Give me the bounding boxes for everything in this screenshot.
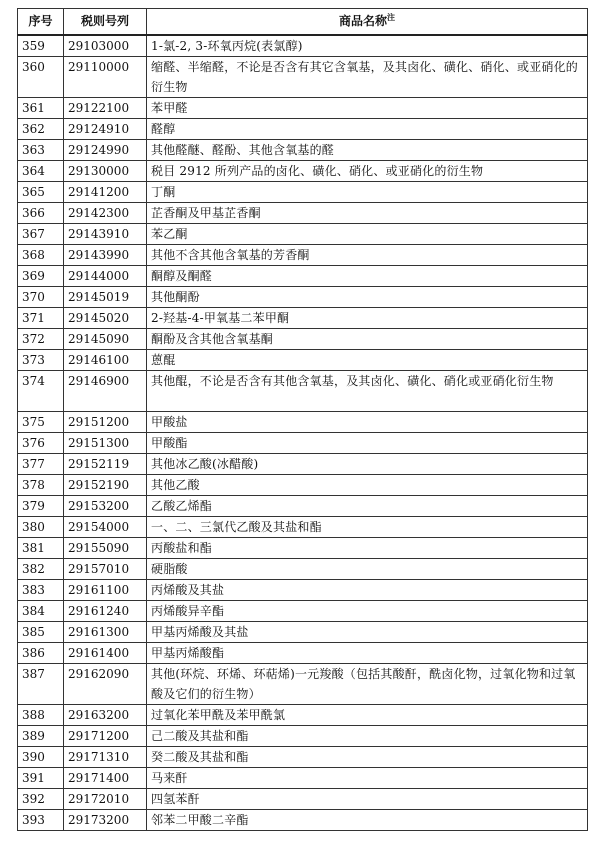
name-cell: 甲酸酯 [147,433,588,454]
seq-cell: 371 [18,308,64,329]
name-cell: 甲基丙烯酸及其盐 [147,622,588,643]
table-row [18,747,588,768]
name-cell: 蒽醌 [147,350,588,371]
header-name-note: 注 [387,13,395,22]
table-row [18,57,588,98]
code-cell: 29143990 [64,245,147,266]
seq-cell: 381 [18,538,64,559]
seq-cell: 392 [18,789,64,810]
seq-cell: 386 [18,643,64,664]
table-body [18,35,588,831]
code-cell: 29122100 [64,98,147,119]
header-name [147,9,588,36]
table-row [18,643,588,664]
name-cell: 缩醛、半缩醛，不论是否含有其它含氧基，及其卤化、磺化、硝化、或亚硝化的衍生物 [147,57,588,98]
table-row [18,433,588,454]
name-cell: 癸二酸及其盐和酯 [147,747,588,768]
name-cell: 酮醇及酮醛 [147,266,588,287]
name-cell: 四氢苯酐 [147,789,588,810]
code-cell: 29171310 [64,747,147,768]
table-row [18,705,588,726]
seq-cell: 393 [18,810,64,831]
table-row [18,245,588,266]
name-cell: 苯乙酮 [147,224,588,245]
table-row [18,475,588,496]
code-cell: 29161240 [64,601,147,622]
name-cell: 邻苯二甲酸二辛酯 [147,810,588,831]
name-cell: 丙酸盐和酯 [147,538,588,559]
table-row [18,98,588,119]
name-cell: 醛醇 [147,119,588,140]
code-cell: 29130000 [64,161,147,182]
tariff-table-container [17,8,587,831]
code-cell: 29146900 [64,371,147,412]
seq-cell: 375 [18,412,64,433]
seq-cell: 391 [18,768,64,789]
seq-cell: 376 [18,433,64,454]
table-row [18,496,588,517]
header-code: 税则号列 [64,9,147,36]
code-cell: 29155090 [64,538,147,559]
name-cell: 丙烯酸及其盐 [147,580,588,601]
table-row [18,538,588,559]
table-row [18,308,588,329]
code-cell: 29124990 [64,140,147,161]
name-cell: 税目 2912 所列产品的卤化、磺化、硝化、或亚硝化的衍生物 [147,161,588,182]
table-row [18,329,588,350]
table-row [18,810,588,831]
table-row [18,203,588,224]
name-cell: 酮酚及含其他含氧基酮 [147,329,588,350]
code-cell: 29146100 [64,350,147,371]
seq-cell: 390 [18,747,64,768]
seq-cell: 360 [18,57,64,98]
table-row [18,789,588,810]
table-row [18,622,588,643]
code-cell: 29162090 [64,664,147,705]
code-cell: 29163200 [64,705,147,726]
table-row [18,412,588,433]
seq-cell: 361 [18,98,64,119]
seq-cell: 380 [18,517,64,538]
code-cell: 29142300 [64,203,147,224]
code-cell: 29145020 [64,308,147,329]
seq-cell: 383 [18,580,64,601]
name-cell: 苯甲醛 [147,98,588,119]
code-cell: 29154000 [64,517,147,538]
seq-cell: 362 [18,119,64,140]
code-cell: 29141200 [64,182,147,203]
table-row [18,140,588,161]
code-cell: 29173200 [64,810,147,831]
table-row [18,35,588,57]
name-cell: 2-羟基-4-甲氧基二苯甲酮 [147,308,588,329]
name-cell: 其他醛醚、醛酚、其他含氧基的醛 [147,140,588,161]
table-row [18,559,588,580]
code-cell: 29171400 [64,768,147,789]
name-cell: 其他冰乙酸(冰醋酸) [147,454,588,475]
seq-cell: 387 [18,664,64,705]
seq-cell: 385 [18,622,64,643]
table-row [18,454,588,475]
seq-cell: 370 [18,287,64,308]
name-cell: 硬脂酸 [147,559,588,580]
code-cell: 29153200 [64,496,147,517]
code-cell: 29103000 [64,35,147,57]
table-row [18,726,588,747]
name-cell: 其他乙酸 [147,475,588,496]
code-cell: 29145019 [64,287,147,308]
seq-cell: 377 [18,454,64,475]
table-row [18,161,588,182]
code-cell: 29157010 [64,559,147,580]
name-cell: 乙酸乙烯酯 [147,496,588,517]
table-row [18,664,588,705]
seq-cell: 366 [18,203,64,224]
code-cell: 29145090 [64,329,147,350]
table-row [18,224,588,245]
name-cell: 甲基丙烯酸酯 [147,643,588,664]
name-cell: 其他不含其他含氧基的芳香酮 [147,245,588,266]
seq-cell: 389 [18,726,64,747]
table-row [18,580,588,601]
name-cell: 其他酮酚 [147,287,588,308]
table-row [18,266,588,287]
name-cell: 过氧化苯甲酰及苯甲酰氯 [147,705,588,726]
table-row [18,517,588,538]
seq-cell: 359 [18,35,64,57]
header-row [18,9,588,36]
name-cell: 一、二、三氯代乙酸及其盐和酯 [147,517,588,538]
seq-cell: 372 [18,329,64,350]
code-cell: 29152190 [64,475,147,496]
seq-cell: 388 [18,705,64,726]
table-row [18,287,588,308]
code-cell: 29161400 [64,643,147,664]
seq-cell: 378 [18,475,64,496]
seq-cell: 364 [18,161,64,182]
code-cell: 29110000 [64,57,147,98]
table-row [18,119,588,140]
name-cell: 丁酮 [147,182,588,203]
code-cell: 29151200 [64,412,147,433]
name-cell: 芷香酮及甲基芷香酮 [147,203,588,224]
seq-cell: 384 [18,601,64,622]
name-cell: 1-氯-2, 3-环氧丙烷(表氯醇) [147,35,588,57]
seq-cell: 373 [18,350,64,371]
table-row [18,350,588,371]
table-row [18,768,588,789]
header-seq: 序号 [18,9,64,36]
name-cell: 己二酸及其盐和酯 [147,726,588,747]
seq-cell: 367 [18,224,64,245]
code-cell: 29152119 [64,454,147,475]
seq-cell: 365 [18,182,64,203]
seq-cell: 379 [18,496,64,517]
code-cell: 29124910 [64,119,147,140]
name-cell: 其他醌，不论是否含有其他含氧基，及其卤化、磺化、硝化或亚硝化衍生物 [147,371,588,412]
code-cell: 29143910 [64,224,147,245]
name-cell: 丙烯酸异辛酯 [147,601,588,622]
seq-cell: 368 [18,245,64,266]
table-row [18,601,588,622]
name-cell: 马来酐 [147,768,588,789]
code-cell: 29144000 [64,266,147,287]
header-name-label: 商品名称 [338,14,387,28]
table-header [18,9,588,36]
name-cell: 其他(环烷、环烯、环萜烯)一元羧酸（包括其酸酐，酰卤化物，过氧化物和过氧酸及它们的衍生物） [147,664,588,705]
code-cell: 29151300 [64,433,147,454]
table-row [18,182,588,203]
table-row [18,371,588,412]
seq-cell: 374 [18,371,64,412]
seq-cell: 382 [18,559,64,580]
seq-cell: 369 [18,266,64,287]
code-cell: 29161100 [64,580,147,601]
code-cell: 29172010 [64,789,147,810]
name-cell: 甲酸盐 [147,412,588,433]
code-cell: 29161300 [64,622,147,643]
seq-cell: 363 [18,140,64,161]
code-cell: 29171200 [64,726,147,747]
tariff-table [17,8,588,831]
